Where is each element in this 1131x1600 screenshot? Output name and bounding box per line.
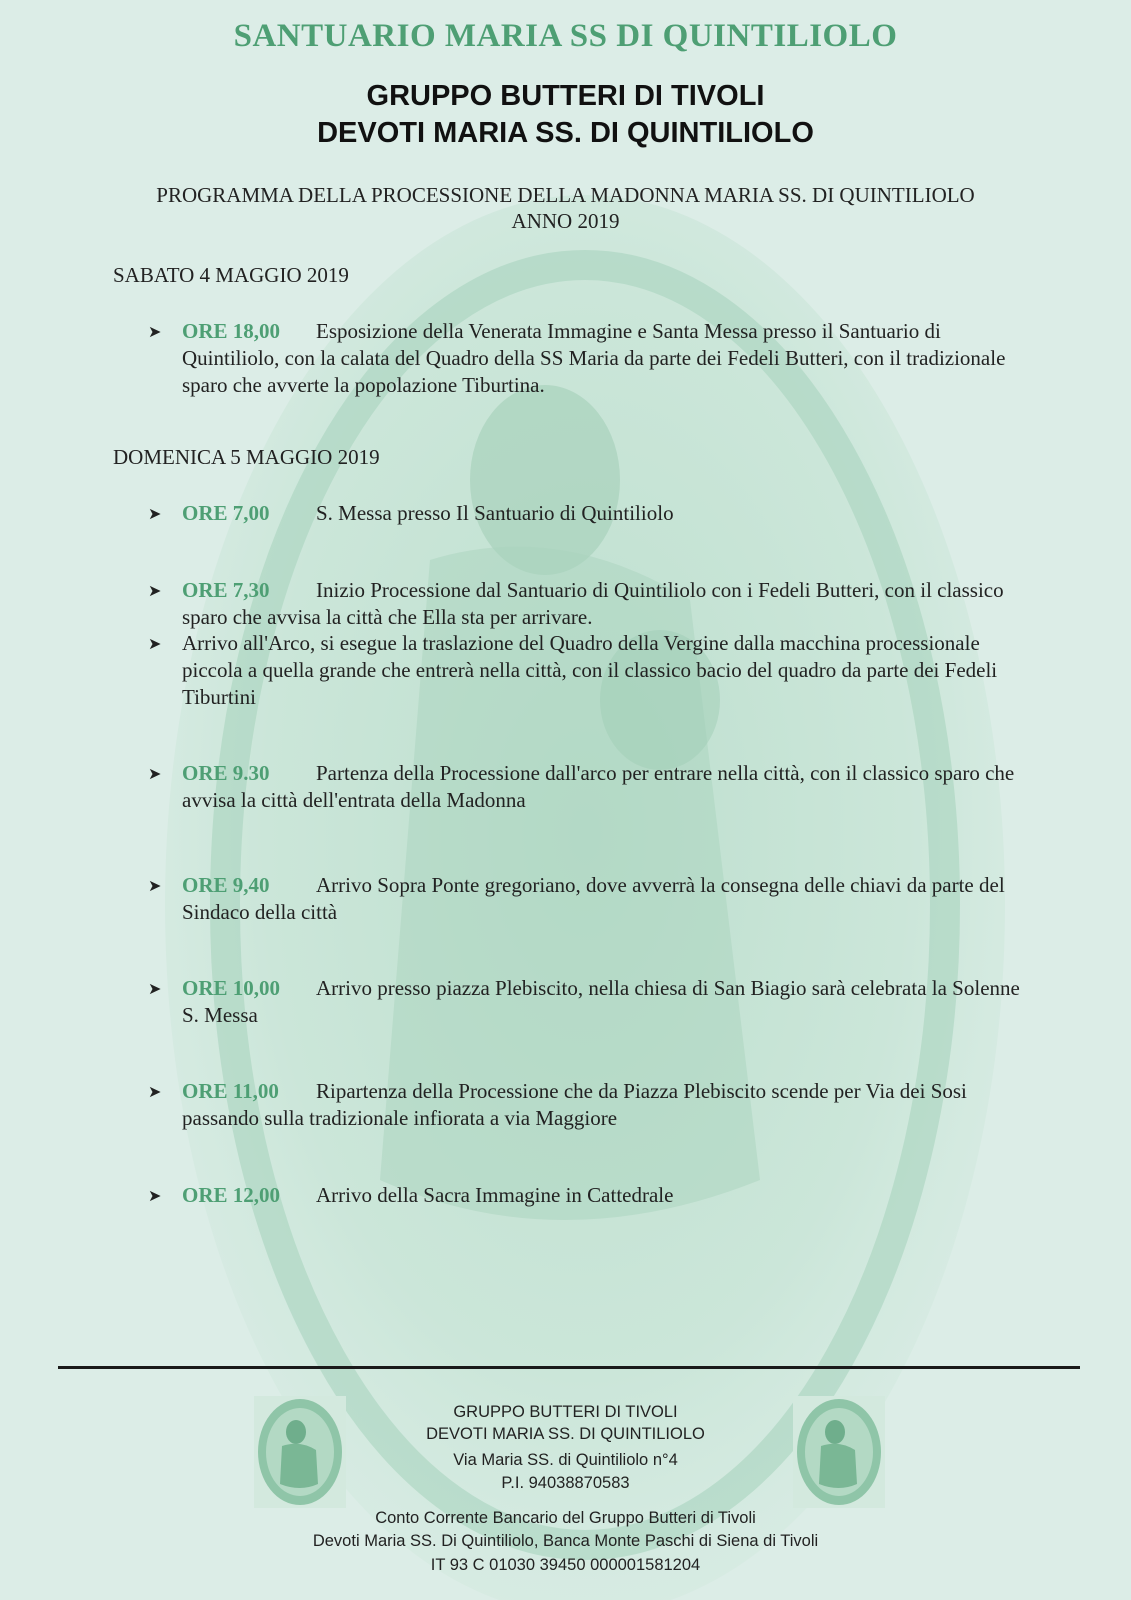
schedule-text: Ripartenza della Processione che da Piazza Plebiscito scende per Via dei Sosi passando sulla tradizionale infiorata a via Maggiore [182, 1079, 967, 1130]
schedule-text: S. Messa presso Il Santuario di Quintiliolo [316, 501, 674, 525]
schedule-time: ORE 7,00 [182, 501, 270, 525]
footer-org-subtitle: DEVOTI MARIA SS. DI QUINTILIOLO [426, 1425, 705, 1443]
arrowhead-bullet-icon: ➤ [148, 876, 162, 895]
schedule-item [148, 1182, 1028, 1209]
arrowhead-bullet-icon: ➤ [148, 979, 162, 998]
schedule-item [148, 975, 1028, 1029]
schedule-text: Partenza della Processione dall'arco per entrare nella città, con il classico sparo che avvisa la città dell'entrata della Madonna [182, 761, 1015, 812]
schedule-text: Esposizione della Venerata Immagine e Santa Messa presso il Santuario di Quintiliolo, con la calata del Quadro della SS Maria da parte dei Fedeli Butteri, con il tradizionale sparo che avverte la popolazione Tiburtina. [182, 319, 1006, 397]
schedule-time: ORE 18,00 [182, 319, 281, 343]
footer-address: Via Maria SS. di Quintiliolo n°4 [453, 1451, 678, 1469]
schedule-item [148, 630, 1028, 711]
page-title: SANTUARIO MARIA SS DI QUINTILIOLO [233, 18, 898, 54]
schedule-time: ORE 9,40 [182, 873, 270, 897]
day-heading-saturday: SABATO 4 MAGGIO 2019 [113, 263, 349, 287]
schedule-time: ORE 7,30 [182, 578, 270, 602]
schedule-text: Arrivo della Sacra Immagine in Cattedrale [316, 1183, 674, 1207]
programme-year: ANNO 2019 [511, 209, 620, 233]
arrowhead-bullet-icon: ➤ [148, 634, 162, 653]
arrowhead-bullet-icon: ➤ [148, 764, 162, 783]
schedule-text: Arrivo presso piazza Plebiscito, nella chiesa di San Biagio sarà celebrata la Solenne S. Messa [182, 976, 1020, 1027]
arrowhead-bullet-icon: ➤ [148, 322, 162, 341]
schedule-time: ORE 12,00 [182, 1183, 281, 1207]
footer-iban: IT 93 C 01030 39450 000001581204 [430, 1556, 701, 1574]
organization-subtitle: DEVOTI MARIA SS. DI QUINTILIOLO [317, 117, 814, 149]
schedule-item [148, 577, 1028, 631]
organization-name: GRUPPO BUTTERI DI TIVOLI [366, 80, 765, 112]
footer-org-name: GRUPPO BUTTERI DI TIVOLI [453, 1403, 678, 1421]
schedule-time: ORE 11,00 [182, 1079, 279, 1103]
arrowhead-bullet-icon: ➤ [148, 581, 162, 600]
arrowhead-bullet-icon: ➤ [148, 1186, 162, 1205]
schedule-item [148, 500, 1028, 527]
schedule-time: ORE 9.30 [182, 761, 270, 785]
schedule-item [148, 872, 1028, 926]
programme-heading: PROGRAMMA DELLA PROCESSIONE DELLA MADONNA MARIA SS. DI QUINTILIOLO [156, 183, 975, 207]
schedule-time: ORE 10,00 [182, 976, 281, 1000]
footer-bank-name: Devoti Maria SS. Di Quintiliolo, Banca Monte Paschi di Siena di Tivoli [312, 1532, 819, 1550]
schedule-text: Inizio Processione dal Santuario di Quintiliolo con i Fedeli Butteri, con il classico sparo che avvisa la città che Ella sta per arrivare. [182, 578, 1004, 629]
day-heading-sunday: DOMENICA 5 MAGGIO 2019 [113, 445, 380, 469]
footer-bank-account: Conto Corrente Bancario del Gruppo Butteri di Tivoli [375, 1509, 756, 1527]
schedule-item [148, 318, 1028, 399]
footer-vat-number: P.I. 94038870583 [501, 1474, 630, 1492]
schedule-text: Arrivo all'Arco, si esegue la traslazione del Quadro della Vergine dalla macchina processionale piccola a quella grande che entrerà nella città, con il classico bacio del quadro da parte dei Fedeli Tiburtini [182, 631, 998, 709]
arrowhead-bullet-icon: ➤ [148, 1082, 162, 1101]
footer-divider [58, 1366, 1080, 1369]
schedule-text: Arrivo Sopra Ponte gregoriano, dove avverrà la consegna delle chiavi da parte del Sindaco della città [182, 873, 1005, 924]
schedule-item [148, 1078, 1028, 1132]
arrowhead-bullet-icon: ➤ [148, 504, 162, 523]
schedule-item [148, 760, 1028, 814]
